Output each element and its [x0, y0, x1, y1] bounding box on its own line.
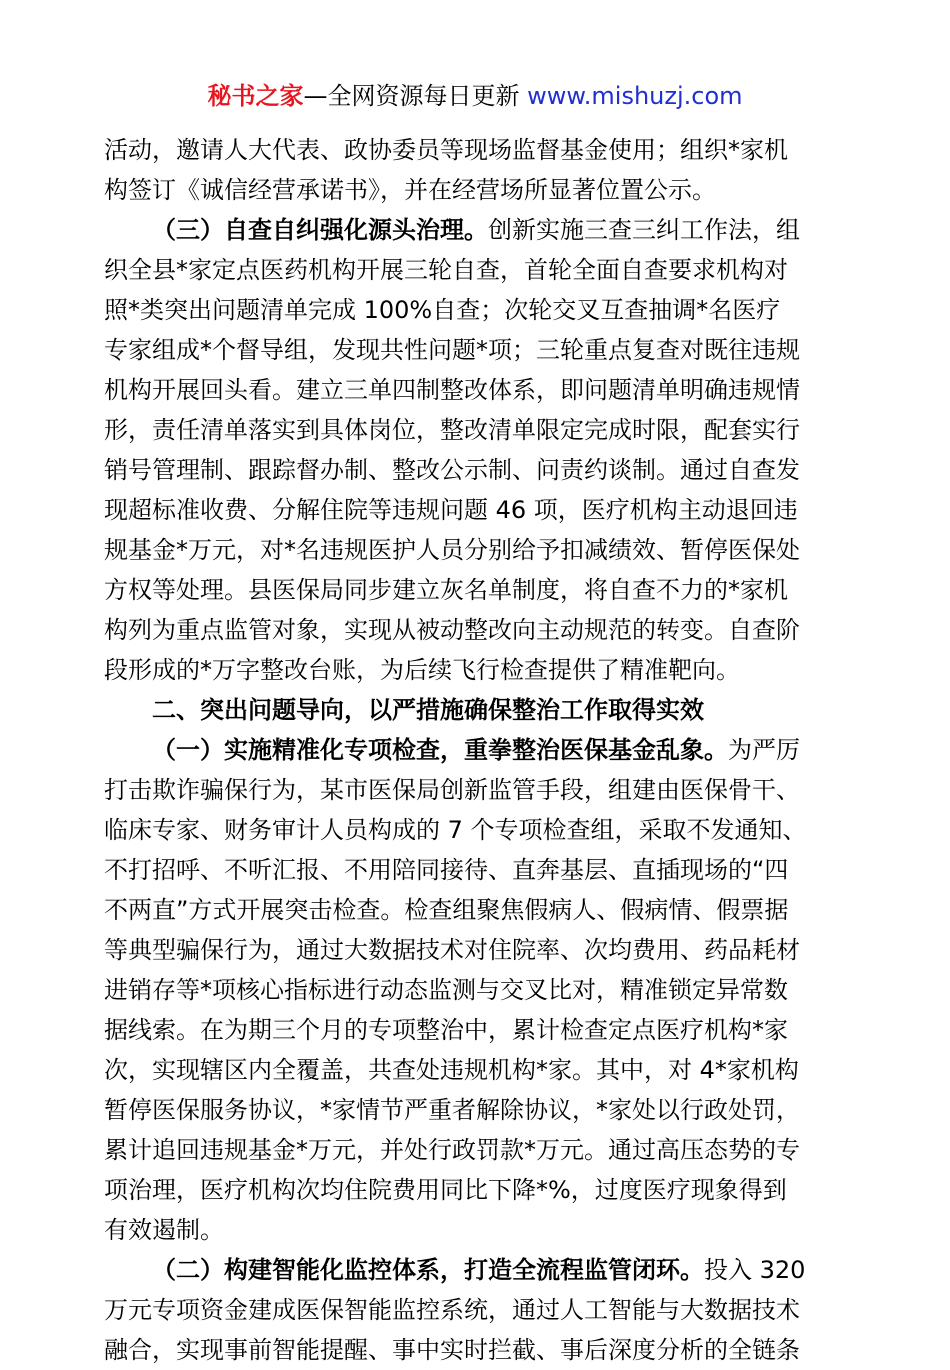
text-line: [104, 690, 854, 730]
body-text: 临床专家、财务审计人员构成的 7 个专项检查组，采取不发通知、: [104, 816, 807, 844]
body-text: 专家组成*个督导组，发现共性问题*项；三轮重点复查对既往违规: [104, 336, 800, 364]
text-line: [104, 1330, 854, 1370]
text-line: [104, 1290, 854, 1330]
text-line: [104, 930, 854, 970]
text-line: [104, 1010, 854, 1050]
text-line: [104, 890, 854, 930]
text-line: [104, 1050, 854, 1090]
text-line: [104, 290, 854, 330]
text-line: [104, 450, 854, 490]
text-line: [104, 170, 854, 210]
text-line: [104, 730, 854, 770]
body-text: 累计追回违规基金*万元，并处行政罚款*万元。通过高压态势的专: [104, 1136, 800, 1164]
body-text: 项治理，医疗机构次均住院费用同比下降*%，过度医疗现象得到: [104, 1176, 787, 1204]
body-text: 活动，邀请人大代表、政协委员等现场监督基金使用；组织*家机: [104, 136, 788, 164]
text-line: [104, 1130, 854, 1170]
body-text: 为严厉: [728, 736, 800, 764]
body-text: 构签订《诚信经营承诺书》，并在经营场所显著位置公示。: [104, 176, 716, 204]
body-text: 创新实施三查三纠工作法，组: [488, 216, 800, 244]
body-text: 有效遏制。: [104, 1216, 224, 1244]
text-line: [104, 490, 854, 530]
bold-heading-text: （二）构建智能化监控体系，打造全流程监管闭环。: [152, 1256, 704, 1284]
text-line: [104, 610, 854, 650]
body-text: 销号管理制、跟踪督办制、整改公示制、问责约谈制。通过自查发: [104, 456, 800, 484]
body-text: 打击欺诈骗保行为，某市医保局创新监管手段，组建由医保骨干、: [104, 776, 800, 804]
body-text: 等典型骗保行为，通过大数据技术对住院率、次均费用、药品耗材: [104, 936, 800, 964]
body-text: 规基金*万元，对*名违规医护人员分别给予扣减绩效、暂停医保处: [104, 536, 800, 564]
text-line: [104, 530, 854, 570]
text-line: [104, 410, 854, 450]
body-text: 照*类突出问题清单完成 100%自查；次轮交叉互查抽调*名医疗: [104, 296, 781, 324]
bold-heading-text: （一）实施精准化专项检查，重拳整治医保基金乱象。: [152, 736, 728, 764]
text-line: [104, 210, 854, 250]
body-text: 方权等处理。县医保局同步建立灰名单制度，将自查不力的*家机: [104, 576, 788, 604]
body-text: 构列为重点监管对象，实现从被动整改向主动规范的转变。自查阶: [104, 616, 800, 644]
text-line: [104, 570, 854, 610]
brand-name: 秘书之家: [207, 82, 304, 110]
text-line: [104, 130, 854, 170]
body-text: 机构开展回头看。建立三单四制整改体系，即问题清单明确违规情: [104, 376, 800, 404]
text-line: [104, 1090, 854, 1130]
body-text: 不打招呼、不听汇报、不用陪同接待、直奔基层、直插现场的“四: [104, 856, 789, 884]
body-text: 不两直”方式开展突击检查。检查组聚焦假病人、假病情、假票据: [104, 896, 789, 924]
body-text: 次，实现辖区内全覆盖，共查处违规机构*家。其中，对 4*家机构: [104, 1056, 799, 1084]
text-line: [104, 810, 854, 850]
text-line: [104, 250, 854, 290]
text-line: [104, 650, 854, 690]
bold-heading-text: （三）自查自纠强化源头治理。: [152, 216, 488, 244]
text-line: [104, 770, 854, 810]
header-tagline: —全网资源每日更新: [303, 82, 520, 110]
body-text: 进销存等*项核心指标进行动态监测与交叉比对，精准锁定异常数: [104, 976, 788, 1004]
body-text: 据线索。在为期三个月的专项整治中，累计检查定点医疗机构*家: [104, 1016, 788, 1044]
text-line: [104, 1250, 854, 1290]
text-line: [104, 1170, 854, 1210]
text-line: [104, 1210, 854, 1250]
body-text: 织全县*家定点医药机构开展三轮自查，首轮全面自查要求机构对: [104, 256, 788, 284]
body-text: 融合，实现事前智能提醒、事中实时拦截、事后深度分析的全链条: [104, 1336, 800, 1364]
text-line: [104, 970, 854, 1010]
site-url-link[interactable]: www.mishuzj.com: [527, 82, 743, 110]
text-line: [104, 850, 854, 890]
text-line: [104, 330, 854, 370]
bold-heading-text: 二、突出问题导向，以严措施确保整治工作取得实效: [152, 696, 704, 724]
body-text: 万元专项资金建成医保智能监控系统，通过人工智能与大数据技术: [104, 1296, 800, 1324]
body-text: 暂停医保服务协议，*家情节严重者解除协议，*家处以行政处罚，: [104, 1096, 800, 1124]
page-header: [0, 80, 950, 112]
text-line: [104, 370, 854, 410]
body-text: 投入 320: [704, 1256, 806, 1284]
body-text: 现超标准收费、分解住院等违规问题 46 项，医疗机构主动退回违: [104, 496, 798, 524]
body-text: 形，责任清单落实到具体岗位，整改清单限定完成时限，配套实行: [104, 416, 800, 444]
document-body: [104, 130, 854, 1370]
body-text: 段形成的*万字整改台账，为后续飞行检查提供了精准靶向。: [104, 656, 740, 684]
